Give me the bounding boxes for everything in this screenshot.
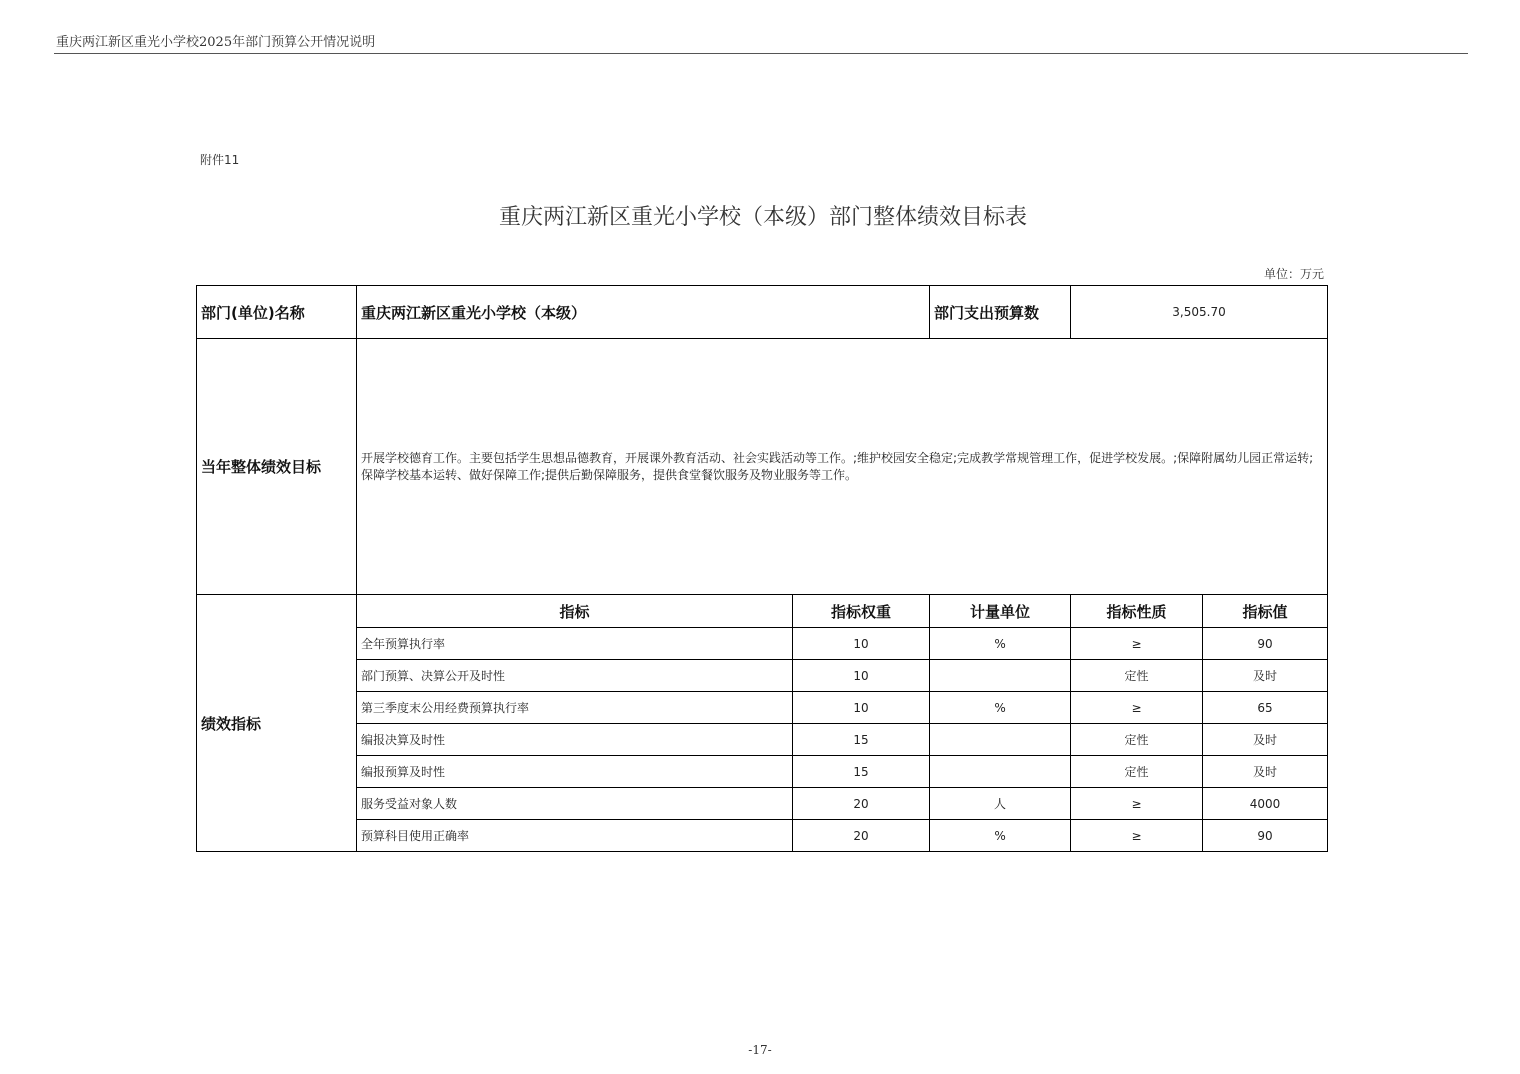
indicator-header-name: 指标: [357, 595, 793, 628]
indicator-header-value: 指标值: [1203, 595, 1328, 628]
indicator-nature: ≥: [1071, 692, 1203, 724]
indicator-name: 预算科目使用正确率: [357, 820, 793, 852]
document-title: 重庆两江新区重光小学校（本级）部门整体绩效目标表: [498, 205, 1027, 230]
indicator-value: 65: [1203, 692, 1328, 724]
indicator-value: 及时: [1203, 724, 1328, 756]
indicator-nature: 定性: [1071, 660, 1203, 692]
indicator-weight: 15: [793, 756, 930, 788]
indicator-weight: 10: [793, 660, 930, 692]
table-row: [197, 692, 1328, 724]
indicator-value: 90: [1203, 820, 1328, 852]
indicator-header-unit: 计量单位: [930, 595, 1071, 628]
indicator-header-weight: 指标权重: [793, 595, 930, 628]
indicator-name: 编报预算及时性: [357, 756, 793, 788]
indicator-nature: 定性: [1071, 724, 1203, 756]
table-row: [197, 788, 1328, 820]
header-rule: [54, 53, 1468, 54]
indicator-header-row: [197, 595, 1328, 628]
attachment-label: 附件11: [200, 153, 240, 167]
indicator-nature: ≥: [1071, 628, 1203, 660]
indicator-value: 4000: [1203, 788, 1328, 820]
indicator-weight: 10: [793, 692, 930, 724]
budget-label: 部门支出预算数: [930, 286, 1071, 339]
running-header: 重庆两江新区重光小学校2025年部门预算公开情况说明: [56, 35, 376, 50]
indicator-value: 及时: [1203, 660, 1328, 692]
goal-text: 开展学校德育工作。主要包括学生思想品德教育，开展课外教育活动、社会实践活动等工作。;维护校园安全稳定;完成教学常规管理工作，促进学校发展。;保障附属幼儿园正常运转;保障学校基本运转、做好保障工作;提供后勤保障服务，提供食堂餐饮服务及物业服务等工作。: [357, 339, 1328, 595]
budget-value: 3,505.70: [1071, 286, 1328, 339]
table-row: [197, 820, 1328, 852]
table-row: [197, 724, 1328, 756]
indicator-name: 全年预算执行率: [357, 628, 793, 660]
goal-label: 当年整体绩效目标: [197, 339, 357, 595]
performance-goal-table: [196, 285, 1328, 852]
indicator-value: 及时: [1203, 756, 1328, 788]
indicator-unit: [930, 756, 1071, 788]
indicator-unit: %: [930, 692, 1071, 724]
table-row: [197, 660, 1328, 692]
dept-row: [197, 286, 1328, 339]
indicator-name: 第三季度末公用经费预算执行率: [357, 692, 793, 724]
indicator-nature: ≥: [1071, 788, 1203, 820]
page-number: -17-: [748, 1043, 772, 1057]
unit-label: 单位：万元: [1263, 267, 1324, 281]
indicator-nature: 定性: [1071, 756, 1203, 788]
indicator-weight: 10: [793, 628, 930, 660]
goal-row: [197, 339, 1328, 595]
table-row: [197, 628, 1328, 660]
indicator-weight: 20: [793, 788, 930, 820]
indicator-nature: ≥: [1071, 820, 1203, 852]
indicator-name: 部门预算、决算公开及时性: [357, 660, 793, 692]
indicator-header-nature: 指标性质: [1071, 595, 1203, 628]
indicator-value: 90: [1203, 628, 1328, 660]
indicator-unit: %: [930, 628, 1071, 660]
indicator-section-label: 绩效指标: [197, 595, 357, 852]
dept-name-label: 部门(单位)名称: [197, 286, 357, 339]
indicator-weight: 20: [793, 820, 930, 852]
indicator-unit: [930, 724, 1071, 756]
indicator-name: 服务受益对象人数: [357, 788, 793, 820]
indicator-unit: [930, 660, 1071, 692]
indicator-name: 编报决算及时性: [357, 724, 793, 756]
indicator-unit: %: [930, 820, 1071, 852]
indicator-unit: 人: [930, 788, 1071, 820]
dept-name-value: 重庆两江新区重光小学校（本级）: [357, 286, 930, 339]
indicator-weight: 15: [793, 724, 930, 756]
table-row: [197, 756, 1328, 788]
